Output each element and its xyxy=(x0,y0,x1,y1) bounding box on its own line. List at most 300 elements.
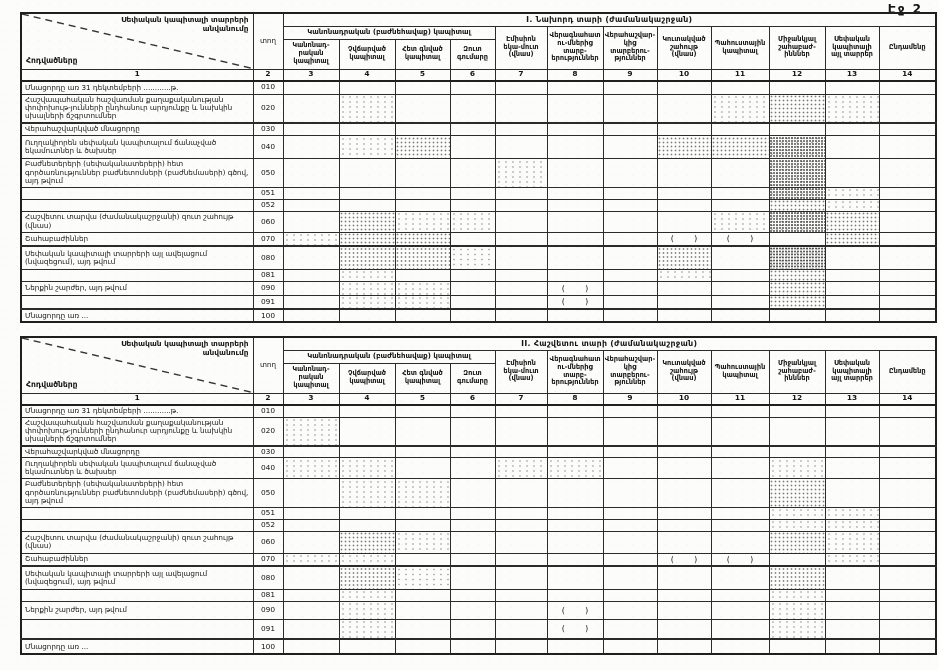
data-cell xyxy=(657,309,711,322)
statutory-capital-group-header: Կանոնադրական (բաժնեհավաք) կապիտալ xyxy=(283,350,495,363)
data-cell xyxy=(825,246,879,269)
data-cell xyxy=(495,519,547,531)
data-cell xyxy=(879,159,936,187)
data-cell xyxy=(339,405,395,417)
column-number: 14 xyxy=(879,69,936,81)
column-number: 12 xyxy=(769,69,825,81)
data-cell xyxy=(495,295,547,309)
data-cell xyxy=(395,446,450,458)
data-cell xyxy=(657,187,711,199)
data-cell xyxy=(769,211,825,232)
row-code: 091 xyxy=(253,619,283,639)
data-cell xyxy=(603,309,657,322)
data-cell xyxy=(495,566,547,589)
row-code: 020 xyxy=(253,94,283,123)
data-cell xyxy=(769,281,825,295)
data-cell xyxy=(547,479,603,507)
data-cell xyxy=(879,458,936,479)
data-cell xyxy=(825,187,879,199)
data-cell xyxy=(603,94,657,123)
data-cell xyxy=(603,519,657,531)
data-cell xyxy=(825,136,879,159)
row-code: 020 xyxy=(253,417,283,446)
data-cell xyxy=(825,458,879,479)
column-number: 8 xyxy=(547,393,603,405)
data-cell xyxy=(450,136,495,159)
data-cell xyxy=(395,136,450,159)
paren-cell: ( ) xyxy=(547,601,603,619)
row-label: Բաժնետերերի (սեփականատերերի) հետ գործառնություններ բաժնետոմսերի (բաժնեմասերի) գծով, այդ թվում xyxy=(21,159,253,187)
data-cell xyxy=(603,446,657,458)
data-cell xyxy=(495,639,547,654)
data-cell xyxy=(450,199,495,211)
data-cell xyxy=(603,123,657,136)
data-cell xyxy=(825,479,879,507)
data-cell xyxy=(879,199,936,211)
data-cell xyxy=(547,81,603,94)
column-number: 2 xyxy=(253,69,283,81)
data-cell xyxy=(711,136,769,159)
data-cell xyxy=(547,553,603,566)
data-cell xyxy=(825,519,879,531)
data-cell xyxy=(879,295,936,309)
data-cell xyxy=(547,136,603,159)
data-cell xyxy=(825,232,879,246)
row-code: 010 xyxy=(253,405,283,417)
data-cell xyxy=(603,639,657,654)
data-cell xyxy=(657,507,711,519)
column-header-10: Կուտակված շահույթ (վնաս) xyxy=(657,350,711,393)
data-cell xyxy=(395,269,450,281)
data-cell xyxy=(711,405,769,417)
data-cell xyxy=(547,639,603,654)
row-code: 060 xyxy=(253,211,283,232)
data-cell xyxy=(547,187,603,199)
data-cell xyxy=(395,187,450,199)
data-cell xyxy=(395,246,450,269)
row-code: 040 xyxy=(253,458,283,479)
data-cell xyxy=(283,295,339,309)
data-cell xyxy=(657,446,711,458)
data-cell xyxy=(495,199,547,211)
data-cell xyxy=(283,553,339,566)
data-cell xyxy=(603,295,657,309)
data-cell xyxy=(395,553,450,566)
data-cell xyxy=(547,159,603,187)
data-cell xyxy=(711,281,769,295)
data-cell xyxy=(879,531,936,553)
column-header-14: Ընդամենը xyxy=(879,350,936,393)
data-cell xyxy=(450,479,495,507)
data-cell xyxy=(339,269,395,281)
data-cell xyxy=(339,507,395,519)
data-cell xyxy=(603,507,657,519)
data-cell xyxy=(825,589,879,601)
data-cell xyxy=(283,199,339,211)
column-number: 4 xyxy=(339,393,395,405)
data-cell xyxy=(603,136,657,159)
data-cell xyxy=(879,519,936,531)
data-cell xyxy=(879,187,936,199)
row-label xyxy=(21,295,253,309)
data-cell xyxy=(395,507,450,519)
column-header-7: Էմիսիոն եկա-մուտ (վնաս) xyxy=(495,350,547,393)
paren-cell: ( ) xyxy=(657,553,711,566)
data-cell xyxy=(603,187,657,199)
data-cell xyxy=(395,589,450,601)
data-cell xyxy=(769,199,825,211)
row-label: Հաշվետու տարվա (ժամանակաշրջանի) զուտ շահույթ (վնաս) xyxy=(21,531,253,553)
data-cell xyxy=(450,81,495,94)
data-cell xyxy=(769,507,825,519)
column-header-3: Կանոնադ-րական կապիտալ xyxy=(283,363,339,393)
data-cell xyxy=(711,619,769,639)
column-header-10: Կուտակված շահույթ (վնաս) xyxy=(657,26,711,69)
data-cell xyxy=(495,531,547,553)
column-header-13: Սեփական կապիտալի այլ տարրեր xyxy=(825,350,879,393)
data-cell xyxy=(711,123,769,136)
data-cell xyxy=(603,531,657,553)
data-cell xyxy=(825,281,879,295)
column-number: 9 xyxy=(603,69,657,81)
articles-heading: Հոդվածները xyxy=(26,379,78,389)
data-cell xyxy=(657,639,711,654)
data-cell xyxy=(450,232,495,246)
data-cell xyxy=(769,446,825,458)
data-cell xyxy=(283,519,339,531)
column-header-6: Զուտ գումարը xyxy=(450,39,495,69)
row-code: 100 xyxy=(253,309,283,322)
data-cell xyxy=(450,639,495,654)
data-cell xyxy=(879,601,936,619)
page-number: Էջ 2 xyxy=(887,2,923,16)
data-cell xyxy=(825,295,879,309)
data-cell xyxy=(769,295,825,309)
data-cell xyxy=(711,199,769,211)
column-header-14: Ընդամենը xyxy=(879,26,936,69)
data-cell xyxy=(825,81,879,94)
data-cell xyxy=(769,94,825,123)
paren-cell: ( ) xyxy=(711,232,769,246)
data-cell xyxy=(825,94,879,123)
data-cell xyxy=(657,211,711,232)
data-cell xyxy=(603,417,657,446)
data-cell xyxy=(495,269,547,281)
row-code: 081 xyxy=(253,269,283,281)
column-number: 2 xyxy=(253,393,283,405)
column-number: 5 xyxy=(395,393,450,405)
data-cell xyxy=(547,589,603,601)
row-code: 070 xyxy=(253,232,283,246)
data-cell xyxy=(711,566,769,589)
data-cell xyxy=(711,479,769,507)
data-cell xyxy=(339,281,395,295)
data-cell xyxy=(339,211,395,232)
data-cell xyxy=(879,123,936,136)
data-cell xyxy=(495,136,547,159)
data-cell xyxy=(769,405,825,417)
data-cell xyxy=(825,309,879,322)
data-cell xyxy=(283,187,339,199)
data-cell xyxy=(450,295,495,309)
data-cell xyxy=(769,269,825,281)
data-cell xyxy=(283,81,339,94)
table-reporting-year-holder xyxy=(20,336,937,655)
data-cell xyxy=(879,619,936,639)
data-cell xyxy=(547,123,603,136)
data-cell xyxy=(657,589,711,601)
data-cell xyxy=(825,601,879,619)
column-number: 8 xyxy=(547,69,603,81)
data-cell xyxy=(395,519,450,531)
data-cell xyxy=(339,417,395,446)
data-cell xyxy=(769,479,825,507)
column-header-5: Հետ գնված կապիտալ xyxy=(395,39,450,69)
data-cell xyxy=(769,81,825,94)
data-cell xyxy=(603,232,657,246)
row-label: Ուղղակիորեն սեփական կապիտալում ճանաչված եկամուտներ և ծախսեր xyxy=(21,136,253,159)
data-cell xyxy=(657,281,711,295)
data-cell xyxy=(657,159,711,187)
data-cell xyxy=(495,187,547,199)
data-cell xyxy=(395,566,450,589)
column-header-12: Միջանկյալ շահաբաժ-ինններ xyxy=(769,350,825,393)
data-cell xyxy=(339,553,395,566)
data-cell xyxy=(450,619,495,639)
row-label: Բաժնետերերի (սեփականատերերի) հետ գործառնություններ բաժնետոմսերի (բաժնեմասերի) գծով, այդ թվում xyxy=(21,479,253,507)
data-cell xyxy=(339,619,395,639)
data-cell xyxy=(657,123,711,136)
data-cell xyxy=(395,601,450,619)
data-cell xyxy=(769,136,825,159)
column-number: 4 xyxy=(339,69,395,81)
data-cell xyxy=(657,199,711,211)
data-cell xyxy=(395,81,450,94)
data-cell xyxy=(339,479,395,507)
data-cell xyxy=(825,639,879,654)
data-cell xyxy=(395,232,450,246)
data-cell xyxy=(283,159,339,187)
data-cell xyxy=(879,309,936,322)
data-cell xyxy=(339,295,395,309)
row-label xyxy=(21,269,253,281)
data-cell xyxy=(825,123,879,136)
data-cell xyxy=(395,123,450,136)
row-label xyxy=(21,589,253,601)
column-number: 3 xyxy=(283,393,339,405)
data-cell xyxy=(395,295,450,309)
data-cell xyxy=(450,246,495,269)
data-cell xyxy=(769,187,825,199)
column-number: 11 xyxy=(711,69,769,81)
data-cell xyxy=(450,458,495,479)
data-cell xyxy=(339,187,395,199)
column-header-11: Պահուստային կապիտալ xyxy=(711,350,769,393)
data-cell xyxy=(603,81,657,94)
data-cell xyxy=(283,507,339,519)
data-cell xyxy=(657,94,711,123)
data-cell xyxy=(495,159,547,187)
data-cell xyxy=(283,566,339,589)
line-column-header: տող xyxy=(253,13,283,69)
data-cell xyxy=(450,123,495,136)
row-label: Շահաբաժիններ xyxy=(21,232,253,246)
row-label: Վերահաշվարկված մնացորդը xyxy=(21,123,253,136)
row-code: 030 xyxy=(253,123,283,136)
row-label xyxy=(21,199,253,211)
data-cell xyxy=(711,589,769,601)
data-cell xyxy=(395,531,450,553)
column-header-8: Վերագնահատու-մներից տարբ-երություններ xyxy=(547,350,603,393)
data-cell xyxy=(769,417,825,446)
data-cell xyxy=(769,458,825,479)
data-cell xyxy=(603,159,657,187)
row-label: Հաշվետու տարվա (ժամանակաշրջանի) զուտ շահույթ (վնաս) xyxy=(21,211,253,232)
data-cell xyxy=(603,246,657,269)
section-title: I. Նախորդ տարի (ժամանակաշրջան) xyxy=(283,13,936,26)
row-code: 030 xyxy=(253,446,283,458)
data-cell xyxy=(711,187,769,199)
data-cell xyxy=(657,295,711,309)
data-cell xyxy=(339,232,395,246)
data-cell xyxy=(395,309,450,322)
data-cell xyxy=(711,81,769,94)
data-cell xyxy=(825,566,879,589)
data-cell xyxy=(283,479,339,507)
data-cell xyxy=(283,619,339,639)
column-header-6: Զուտ գումարը xyxy=(450,363,495,393)
data-cell xyxy=(547,405,603,417)
data-cell xyxy=(769,531,825,553)
column-number: 3 xyxy=(283,69,339,81)
data-cell xyxy=(825,199,879,211)
data-cell xyxy=(495,309,547,322)
data-cell xyxy=(603,199,657,211)
data-cell xyxy=(657,136,711,159)
row-label: Ներքին շարժեր, այդ թվում xyxy=(21,601,253,619)
data-cell xyxy=(547,94,603,123)
corner-cell xyxy=(21,13,253,69)
data-cell xyxy=(283,211,339,232)
data-cell xyxy=(657,405,711,417)
column-number: 5 xyxy=(395,69,450,81)
data-cell xyxy=(495,446,547,458)
data-cell xyxy=(879,479,936,507)
row-code: 080 xyxy=(253,246,283,269)
data-cell xyxy=(339,199,395,211)
equity-elements-heading: Սեփական կապիտալի տարրերի անվանումը xyxy=(121,15,249,33)
data-cell xyxy=(769,589,825,601)
data-cell xyxy=(547,458,603,479)
column-header-4: Չվճարված կապիտալ xyxy=(339,39,395,69)
row-label: Վերահաշվարկված մնացորդը xyxy=(21,446,253,458)
data-cell xyxy=(495,619,547,639)
data-cell xyxy=(547,211,603,232)
data-cell xyxy=(339,246,395,269)
data-cell xyxy=(879,589,936,601)
data-cell xyxy=(879,405,936,417)
data-cell xyxy=(450,159,495,187)
row-label xyxy=(21,519,253,531)
row-code: 052 xyxy=(253,199,283,211)
data-cell xyxy=(603,589,657,601)
data-cell xyxy=(603,566,657,589)
data-cell xyxy=(339,94,395,123)
data-cell xyxy=(603,211,657,232)
data-cell xyxy=(495,405,547,417)
data-cell xyxy=(495,94,547,123)
data-cell xyxy=(547,566,603,589)
row-code: 070 xyxy=(253,553,283,566)
column-number: 7 xyxy=(495,393,547,405)
data-cell xyxy=(495,507,547,519)
column-header-7: Էմիսիոն եկա-մուտ (վնաս) xyxy=(495,26,547,69)
data-cell xyxy=(395,619,450,639)
data-cell xyxy=(395,211,450,232)
paren-cell: ( ) xyxy=(547,281,603,295)
column-number: 10 xyxy=(657,69,711,81)
data-cell xyxy=(769,566,825,589)
data-cell xyxy=(711,446,769,458)
data-cell xyxy=(769,246,825,269)
row-code: 090 xyxy=(253,601,283,619)
data-cell xyxy=(825,619,879,639)
data-cell xyxy=(339,589,395,601)
column-number: 9 xyxy=(603,393,657,405)
column-number: 6 xyxy=(450,393,495,405)
data-cell xyxy=(450,507,495,519)
data-cell xyxy=(711,211,769,232)
column-header-8: Վերագնահատու-մներից տարբ-երություններ xyxy=(547,26,603,69)
data-cell xyxy=(769,159,825,187)
column-number: 6 xyxy=(450,69,495,81)
data-cell xyxy=(711,269,769,281)
data-cell xyxy=(450,281,495,295)
data-cell xyxy=(547,531,603,553)
data-cell xyxy=(879,281,936,295)
data-cell xyxy=(495,601,547,619)
column-number: 13 xyxy=(825,393,879,405)
data-cell xyxy=(711,246,769,269)
column-number: 13 xyxy=(825,69,879,81)
column-header-3: Կանոնադ-րական կապիտալ xyxy=(283,39,339,69)
data-cell xyxy=(495,458,547,479)
row-code: 091 xyxy=(253,295,283,309)
column-number: 7 xyxy=(495,69,547,81)
data-cell xyxy=(450,309,495,322)
data-cell xyxy=(395,417,450,446)
data-cell xyxy=(603,619,657,639)
column-number: 14 xyxy=(879,393,936,405)
data-cell xyxy=(395,94,450,123)
data-cell xyxy=(450,211,495,232)
data-cell xyxy=(603,281,657,295)
row-label xyxy=(21,187,253,199)
data-cell xyxy=(825,553,879,566)
data-cell xyxy=(657,417,711,446)
data-cell xyxy=(879,94,936,123)
data-cell xyxy=(879,232,936,246)
data-cell xyxy=(879,81,936,94)
data-cell xyxy=(283,531,339,553)
data-cell xyxy=(547,232,603,246)
data-cell xyxy=(283,281,339,295)
row-label: Շահաբաժիններ xyxy=(21,553,253,566)
data-cell xyxy=(283,601,339,619)
data-cell xyxy=(283,232,339,246)
articles-heading: Հոդվածները xyxy=(26,55,78,65)
data-cell xyxy=(283,309,339,322)
